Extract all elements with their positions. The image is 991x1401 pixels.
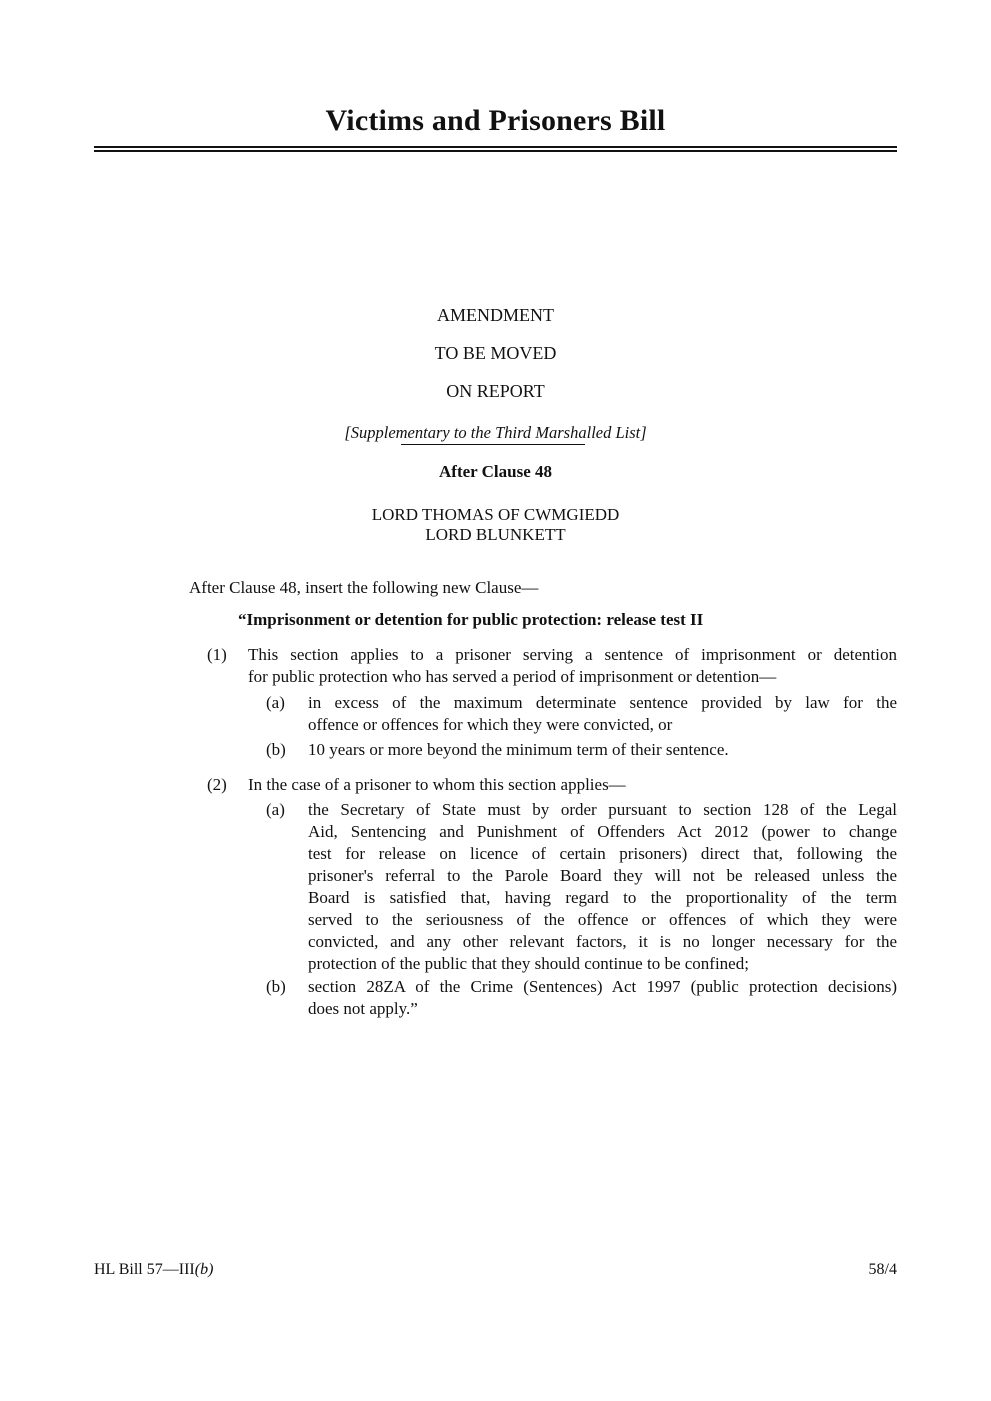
amendment-instruction: After Clause 48, insert the following new Clause—	[189, 578, 539, 597]
heading-to-be-moved: TO BE MOVED	[434, 343, 557, 363]
text-line: section 28ZA of the Crime (Sentences) Act 1997 (public protection decisions)	[308, 977, 897, 996]
text-line: prisoner's referral to the Parole Board they will not be released unless the	[308, 866, 897, 885]
text-line: offence or offences for which they were convicted, or	[308, 715, 673, 734]
supplementary-note: [Supplementary to the Third Marshalled List]	[344, 423, 647, 442]
title-rule-top	[94, 146, 897, 148]
text-line: convicted, and any other relevant factors, it is no longer necessary for the	[308, 932, 897, 951]
paragraph-number: (b)	[266, 740, 286, 759]
after-clause-heading: After Clause 48	[439, 462, 552, 481]
mover-name: LORD THOMAS OF CWMGIEDD	[371, 505, 620, 524]
title-rule-bottom	[94, 150, 897, 152]
paragraph-number: (a)	[266, 800, 285, 819]
text-line: protection of the public that they should continue to be confined;	[308, 954, 749, 973]
paragraph-text	[308, 739, 897, 761]
heading-on-report: ON REPORT	[446, 381, 545, 401]
text-line: in excess of the maximum determinate sentence provided by law for the	[308, 693, 897, 712]
text-line: test for release on licence of certain prisoners) direct that, following the	[308, 844, 897, 863]
text-line: 10 years or more beyond the minimum term of their sentence.	[308, 740, 729, 759]
heading-amendment: AMENDMENT	[437, 305, 554, 325]
paragraph-text	[308, 976, 897, 1020]
document-title: Victims and Prisoners Bill	[325, 104, 666, 137]
text-line: Aid, Sentencing and Punishment of Offenders Act 2012 (power to change	[308, 822, 897, 841]
supplementary-underline	[401, 444, 585, 445]
paragraph-number: (a)	[266, 693, 285, 712]
text-line: Board is satisfied that, having regard to the proportionality of the term	[308, 888, 897, 907]
new-clause-title: “Imprisonment or detention for public protection: release test II	[238, 610, 704, 629]
subsection-text	[248, 774, 897, 796]
text-line: This section applies to a prisoner serving a sentence of imprisonment or detention	[248, 645, 897, 664]
footer-bill-reference	[94, 1261, 213, 1279]
text-line: for public protection who has served a period of imprisonment or detention—	[248, 667, 777, 686]
footer-amendment-number: 58/4	[868, 1261, 897, 1278]
bill-number-suffix: (b)	[194, 1261, 214, 1278]
text-line: the Secretary of State must by order pursuant to section 128 of the Legal	[308, 800, 897, 819]
paragraph-text	[308, 692, 897, 736]
subsection-text	[248, 644, 897, 688]
subsection-number: (2)	[207, 775, 227, 794]
mover-name: LORD BLUNKETT	[425, 525, 566, 544]
subsection-number: (1)	[207, 645, 227, 664]
bill-number: HL Bill 57—III	[94, 1261, 195, 1278]
text-line: does not apply.”	[308, 999, 418, 1018]
text-line: In the case of a prisoner to whom this section applies—	[248, 775, 626, 794]
paragraph-text	[308, 799, 897, 975]
paragraph-number: (b)	[266, 977, 286, 996]
movers	[0, 505, 991, 545]
text-line: served to the seriousness of the offence or offences of which they were	[308, 910, 897, 929]
